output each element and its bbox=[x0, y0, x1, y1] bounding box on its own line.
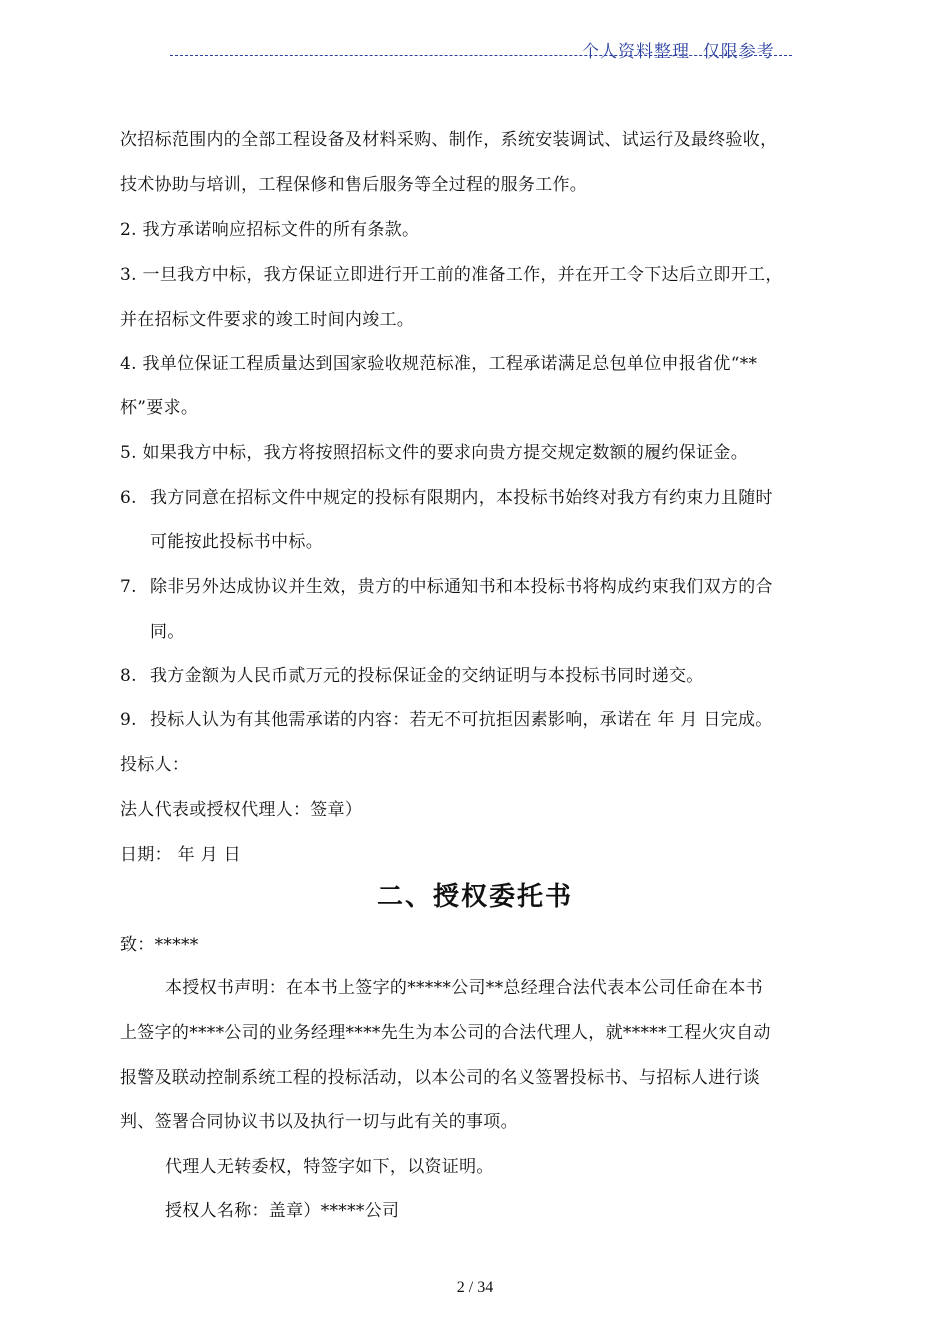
paragraph-line: 代理人无转委权，特签字如下，以资证明。 bbox=[165, 1157, 494, 1177]
list-item-2: 2. 我方承诺响应招标文件的所有条款。 bbox=[120, 220, 420, 240]
list-item-6 bbox=[120, 483, 773, 508]
list-item-7 bbox=[120, 572, 773, 597]
bidder-label: 投标人： bbox=[120, 755, 190, 775]
list-item-6-continued: 可能按此投标书中标。 bbox=[150, 532, 323, 552]
list-item-3: 3. 一旦我方中标，我方保证立即进行开工前的准备工作，并在开工令下达后立即开工， bbox=[120, 265, 783, 285]
addressee: 致：***** bbox=[120, 935, 199, 955]
paragraph-line: 判、签署合同协议书以及执行一切与此有关的事项。 bbox=[120, 1112, 518, 1132]
list-item-8 bbox=[120, 661, 704, 686]
list-item-text: 我方同意在招标文件中规定的投标有限期内，本投标书始终对我方有约束力且随时 bbox=[150, 488, 773, 508]
list-item-7-continued: 同。 bbox=[150, 622, 185, 642]
list-number: 7. bbox=[120, 577, 137, 597]
list-number: 9. bbox=[120, 710, 137, 730]
list-item-9 bbox=[120, 705, 773, 730]
paragraph-line: 本授权书声明：在本书上签字的*****公司**总经理合法代表本公司任命在本书 bbox=[165, 978, 763, 998]
list-item-text: 我方金额为人民币贰万元的投标保证金的交纳证明与本投标书同时递交。 bbox=[150, 666, 704, 686]
paragraph-line: 次招标范围内的全部工程设备及材料采购、制作，系统安装调试、试运行及最终验收， bbox=[120, 130, 778, 150]
list-item-text: 投标人认为有其他需承诺的内容：若无不可抗拒因素影响，承诺在 年 月 日完成。 bbox=[150, 710, 773, 730]
list-item-4-continued: 杯”要求。 bbox=[120, 398, 199, 418]
date-label: 日期： 年 月 日 bbox=[120, 845, 241, 865]
list-item-text: 除非另外达成协议并生效，贵方的中标通知书和本投标书将构成约束我们双方的合 bbox=[150, 577, 773, 597]
list-number: 8. bbox=[120, 666, 137, 686]
legal-rep-label: 法人代表或授权代理人：签章） bbox=[120, 800, 363, 820]
page-number: 2 / 34 bbox=[456, 1279, 494, 1296]
header-watermark-text: 个人资料整理 仅限参考 bbox=[582, 42, 775, 62]
list-item-5: 5. 如果我方中标，我方将按照招标文件的要求向贵方提交规定数额的履约保证金。 bbox=[120, 443, 749, 463]
paragraph-line: 报警及联动控制系统工程的投标活动，以本公司的名义签署投标书、与招标人进行谈 bbox=[120, 1068, 761, 1088]
paragraph-line: 技术协助与培训，工程保修和售后服务等全过程的服务工作。 bbox=[120, 175, 588, 195]
section-title: 二、授权委托书 bbox=[376, 882, 573, 912]
paragraph-line: 上签字的****公司的业务经理****先生为本公司的合法代理人，就*****工程火灾自动 bbox=[120, 1023, 771, 1043]
paragraph-line: 授权人名称：盖章）*****公司 bbox=[165, 1201, 400, 1221]
list-number: 6. bbox=[120, 488, 137, 508]
list-item-3-continued: 并在招标文件要求的竣工时间内竣工。 bbox=[120, 310, 415, 330]
list-item-4: 4. 我单位保证工程质量达到国家验收规范标准，工程承诺满足总包单位申报省优“** bbox=[120, 354, 758, 374]
